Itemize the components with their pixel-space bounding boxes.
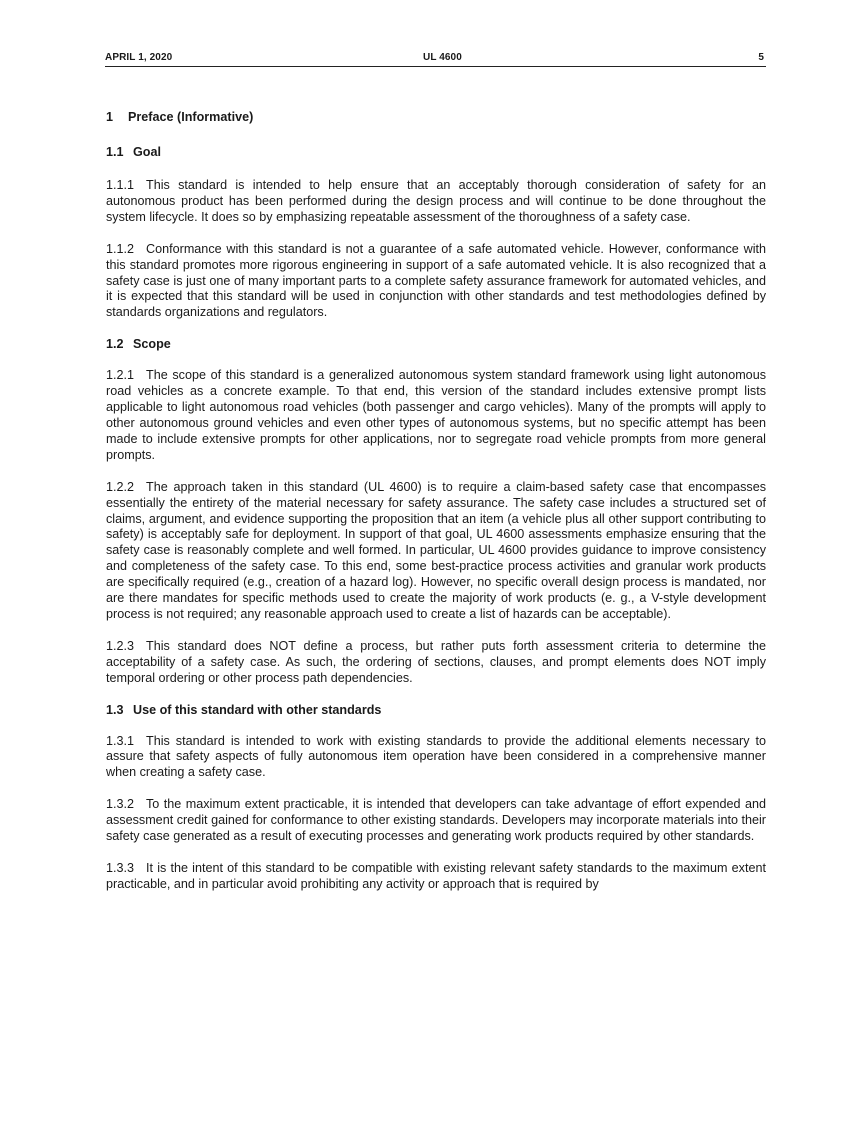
clause-paragraph: [106, 480, 766, 623]
header-date: APRIL 1, 2020: [105, 52, 173, 63]
clause-paragraph: [106, 368, 766, 463]
clause-number: 1.2.1: [106, 368, 135, 383]
section-number: 1: [106, 110, 114, 124]
clause-text: To the maximum extent practicable, it is intended that developers can take advantage of effort expended and assessment credit gained for conformance to other existing standards. Developers may incorporate materials into their safety case generated as a result of executing processes and generating work products required by other standards.: [106, 797, 766, 844]
clause-paragraph: [106, 734, 766, 782]
section-title: Use of this standard with other standards: [133, 702, 382, 717]
header-page-number: 5: [758, 52, 764, 63]
document-body: [106, 108, 766, 893]
clause-number: 1.3.3: [106, 861, 135, 875]
section-title: Preface (Informative): [128, 110, 254, 124]
clause-paragraph: [106, 797, 766, 845]
clause-paragraph: [106, 861, 766, 893]
clause-number: 1.1.1: [106, 178, 135, 192]
page-header: [105, 50, 766, 67]
clause-text: This standard does NOT define a process, but rather puts forth assessment criteria to determine the acceptability of a safety case. As such, the ordering of sections, clauses, and prompt elements does NOT imply temporal ordering or other process path dependencies.: [106, 638, 766, 685]
clause-text: This standard is intended to help ensure that an acceptably thorough consideration of safety for an autonomous product has been performed during the design process and will continue to be done throughout the system lifecycle. It does so by emphasizing repeatable assessment of the thoroughness of a safety case.: [106, 178, 766, 224]
clause-number: 1.3.1: [106, 733, 135, 748]
clause-text: The approach taken in this standard (UL 4600) is to require a claim-based safety case that encompasses essentially the entirety of the material necessary for safety assurance. The safety case includes a structured set of claims, argument, and evidence supporting the proposition that an item (a vehicle plus all other support contributing to safety) is acceptably safe for deployment. In support of that goal, UL 4600 assessments emphasize ensuring that the safety case is reasonably complete and well formed. In particular, UL 4600 provides guidance to improve consistency and completeness of the safety case. To this end, some best-practice process activities and granular work products are specifically required (e.g., creation of a hazard log). However, no specific overall design process is mandated, nor are there mandates for specific methods used to create the majority of work products (e. g., a V-style development process is not required; any reasonable approach used to create a list of hazards can be acceptable).: [106, 479, 766, 621]
section-title: Goal: [133, 145, 161, 159]
clause-text: The scope of this standard is a generalized autonomous system standard framework using light autonomous road vehicles as a concrete example. To that end, this version of the standard includes extensive prompt lists applicable to light autonomous road vehicles (both passenger and cargo vehicles). Many of the prompts will apply to other autonomous ground vehicles and even other types of autonomous systems, but no specific attempt has been made to include extensive prompts for other applications, nor to segregate road vehicle prompts from more general prompts.: [106, 368, 766, 462]
clause-text: Conformance with this standard is not a guarantee of a safe automated vehicle. However, conformance with this standard promotes more rigorous engineering in support of a safe automated vehicle. It is also recognized that a safety case is just one of many important parts to a complete safety assurance framework for automated vehicles, and it is expected that this standard will be used in conjunction with other standards and test methodologies defined by standards organizations and regulators.: [106, 241, 766, 320]
section-heading: [106, 335, 766, 353]
clause-number: 1.1.2: [106, 241, 135, 256]
clause-paragraph: [106, 242, 766, 322]
clause-number: 1.2.2: [106, 479, 135, 494]
section-heading: [106, 143, 766, 161]
section-title: Scope: [133, 337, 171, 352]
header-title: UL 4600: [423, 52, 462, 63]
section-number: 1.3: [106, 702, 124, 717]
section-number: 1.2: [106, 337, 124, 352]
clause-number: 1.3.2: [106, 797, 135, 812]
section-heading: [106, 108, 766, 126]
section-number: 1.1: [106, 145, 124, 159]
clause-text: This standard is intended to work with existing standards to provide the additional elements necessary to assure that safety aspects of fully autonomous item operation have been considered in a comprehensive manner when creating a safety case.: [106, 733, 766, 780]
clause-paragraph: [106, 639, 766, 687]
clause-number: 1.2.3: [106, 638, 135, 653]
clause-text: It is the intent of this standard to be compatible with existing relevant safety standards to the maximum extent practicable, and in particular avoid prohibiting any activity or approach that is required by: [106, 861, 766, 891]
clause-paragraph: [106, 178, 766, 226]
section-heading: [106, 701, 766, 719]
